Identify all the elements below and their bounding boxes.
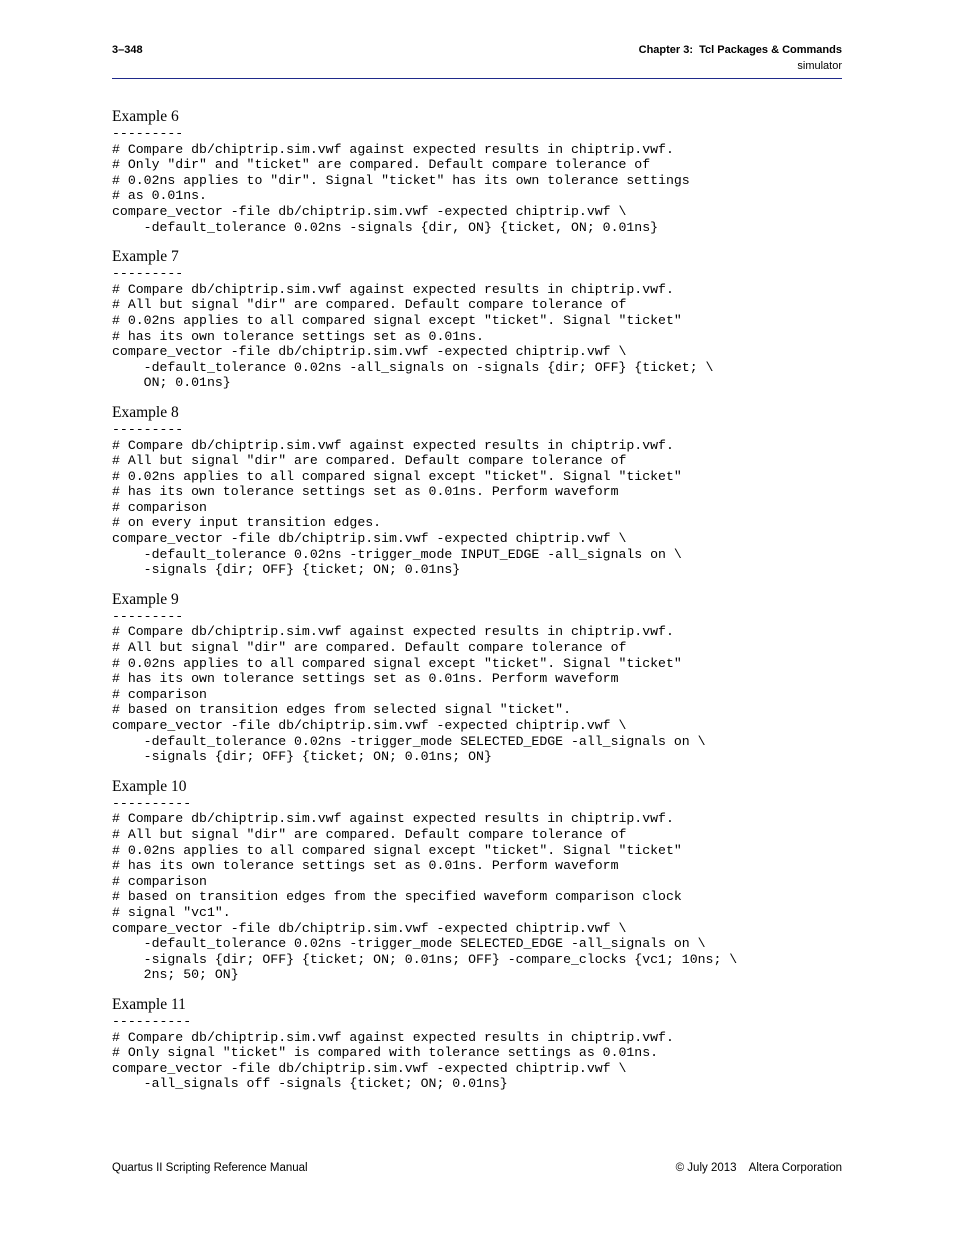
example-heading: Example 8 [112, 403, 179, 421]
example-heading: Example 9 [112, 590, 179, 608]
code-block: --------- # Compare db/chiptrip.sim.vwf against expected results in chiptrip.vwf. # All but signal "dir" are compared. Default compare tolerance of # 0.02ns applies to all compared signal except "ticket". Signal "ticket" # has its own tolerance settings set as 0.01ns. Perform waveform # comparison # based on transition edges from selected signal "ticket". compare_vector -file db/chiptrip.sim.vwf -expected chiptrip.vwf \ -default_tolerance 0.02ns -trigger_mode SELECTED_EDGE -all_signals on \ -signals {dir; OFF} {ticket; ON; 0.01ns; ON} [112, 608, 706, 765]
manual-title: Quartus II Scripting Reference Manual [112, 1162, 308, 1174]
code-block: ---------- # Compare db/chiptrip.sim.vwf against expected results in chiptrip.vwf. # All but signal "dir" are compared. Default compare tolerance of # 0.02ns applies to all compared signal except "ticket". Signal "ticket" # has its own tolerance settings set as 0.01ns. Perform waveform # comparison # based on transition edges from the specified waveform comparison clock # signal "vc1". compare_vector -file db/chiptrip.sim.vwf -expected chiptrip.vwf \ -default_tolerance 0.02ns -trigger_mode SELECTED_EDGE -all_signals on \ -signals {dir; OFF} {ticket; ON; 0.01ns; OFF} -compare_clocks {vc1; 10ns; \ 2ns; 50; ON} [112, 795, 738, 983]
code-block: --------- # Compare db/chiptrip.sim.vwf against expected results in chiptrip.vwf. # Only "dir" and "ticket" are compared. Default compare tolerance of # 0.02ns applies to "dir". Signal "ticket" has its own tolerance settings # as 0.01ns. compare_vector -file db/chiptrip.sim.vwf -expected chiptrip.vwf \ -default_tolerance 0.02ns -signals {dir, ON} {ticket, ON; 0.01ns} [112, 126, 690, 235]
page-content [112, 107, 842, 1104]
example-block [112, 777, 842, 983]
chapter-title: Chapter 3: Tcl Packages & Commands [638, 44, 842, 56]
example-heading: Example 6 [112, 108, 179, 125]
page-number: 3–348 [112, 44, 143, 56]
code-block: ---------- # Compare db/chiptrip.sim.vwf against expected results in chiptrip.vwf. # Only signal "ticket" is compared with tolerance settings as 0.01ns. compare_vector -file db/chiptrip.sim.vwf -expected chiptrip.vwf \ -all_signals off -signals {ticket; ON; 0.01ns} [112, 1013, 674, 1092]
copyright-notice: © July 2013 Altera Corporation [675, 1162, 842, 1174]
page-header [112, 42, 842, 79]
example-block [112, 247, 842, 391]
example-block [112, 107, 842, 235]
example-block [112, 995, 842, 1092]
example-heading: Example 7 [112, 248, 179, 266]
example-block [112, 403, 842, 578]
section-name: simulator [797, 60, 842, 72]
example-block [112, 590, 842, 765]
example-heading: Example 11 [112, 995, 186, 1013]
code-block: --------- # Compare db/chiptrip.sim.vwf against expected results in chiptrip.vwf. # All but signal "dir" are compared. Default compare tolerance of # 0.02ns applies to all compared signal except "ticket". Signal "ticket" # has its own tolerance settings set as 0.01ns. compare_vector -file db/chiptrip.sim.vwf -expected chiptrip.vwf \ -default_tolerance 0.02ns -all_signals on -signals {dir; OFF} {ticket; \ ON; 0.01ns} [112, 266, 714, 391]
code-block: --------- # Compare db/chiptrip.sim.vwf against expected results in chiptrip.vwf. # All but signal "dir" are compared. Default compare tolerance of # 0.02ns applies to all compared signal except "ticket". Signal "ticket" # has its own tolerance settings set as 0.01ns. Perform waveform # comparison # on every input transition edges. compare_vector -file db/chiptrip.sim.vwf -expected chiptrip.vwf \ -default_tolerance 0.02ns -trigger_mode INPUT_EDGE -all_signals on \ -signals {dir; OFF} {ticket; ON; 0.01ns} [112, 421, 682, 578]
example-heading: Example 10 [112, 777, 187, 795]
